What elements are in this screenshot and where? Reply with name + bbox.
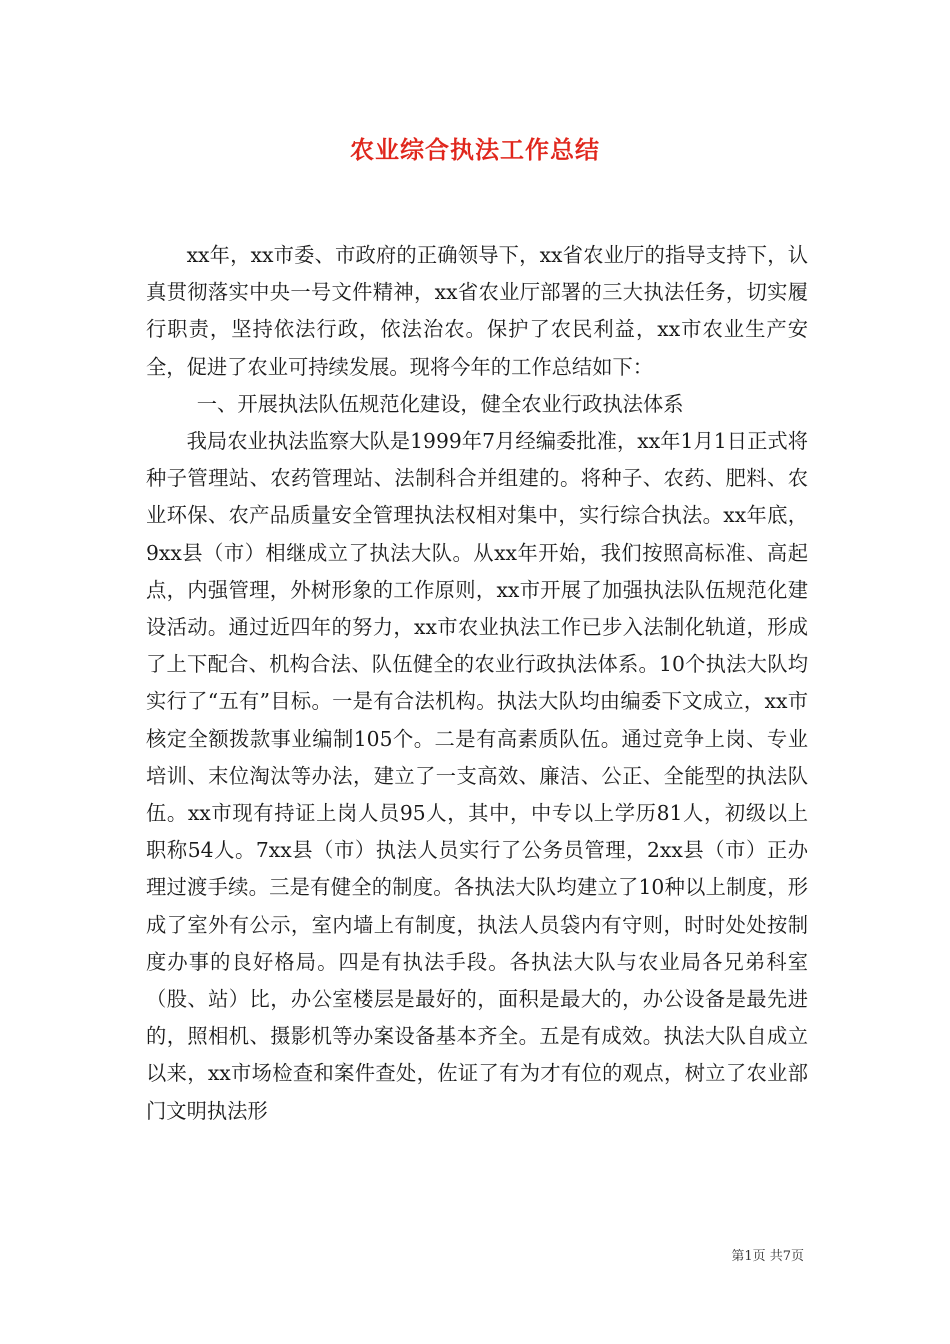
- body-paragraph: 我局农业执法监察大队是1999年7月经编委批准，xx年1月1日正式将种子管理站、农药管理站、法制科合并组建的。将种子、农药、肥料、农业环保、农产品质量安全管理执法权相对集中，实行综合执法。xx年底，9xx县（市）相继成立了执法大队。从xx年开始，我们按照高标准、高起点，内强管理，外树形象的工作原则，xx市开展了加强执法队伍规范化建设活动。通过近四年的努力，xx市农业执法工作已步入法制化轨道，形成了上下配合、机构合法、队伍健全的农业行政执法体系。10个执法大队均实行了“五有”目标。一是有合法机构。执法大队均由编委下文成立，xx市核定全额拨款事业编制105个。二是有高素质队伍。通过竞争上岗、专业培训、末位淘汰等办法，建立了一支高效、廉洁、公正、全能型的执法队伍。xx市现有持证上岗人员95人，其中，中专以上学历81人，初级以上职称54人。7xx县（市）执法人员实行了公务员管理，2xx县（市）正办理过渡手续。三是有健全的制度。各执法大队均建立了10种以上制度，形成了室外有公示，室内墙上有制度，执法人员袋内有守则，时时处处按制度办事的良好格局。四是有执法手段。各执法大队与农业局各兄弟科室（股、站）比，办公室楼层是最好的，面积是最大的，办公设备是最先进的，照相机、摄影机等办案设备基本齐全。五是有成效。执法大队自成立以来，xx市场检查和案件查处，佐证了有为才有位的观点，树立了农业部门文明执法形: [146, 429, 808, 1123]
- document-body: [146, 237, 808, 1130]
- section-heading: 一、开展执法队伍规范化建设，健全农业行政执法体系: [196, 391, 684, 416]
- document-title: 农业综合执法工作总结: [350, 135, 600, 164]
- page-number-footer: 第1页 共7页: [731, 1249, 804, 1264]
- intro-paragraph: xx年，xx市委、市政府的正确领导下，xx省农业厅的指导支持下，认真贯彻落实中央一号文件精神，xx省农业厅部署的三大执法任务，切实履行职责，坚持依法行政，依法治农。保护了农民利益，xx市农业生产安全，促进了农业可持续发展。现将今年的工作总结如下：: [146, 243, 808, 379]
